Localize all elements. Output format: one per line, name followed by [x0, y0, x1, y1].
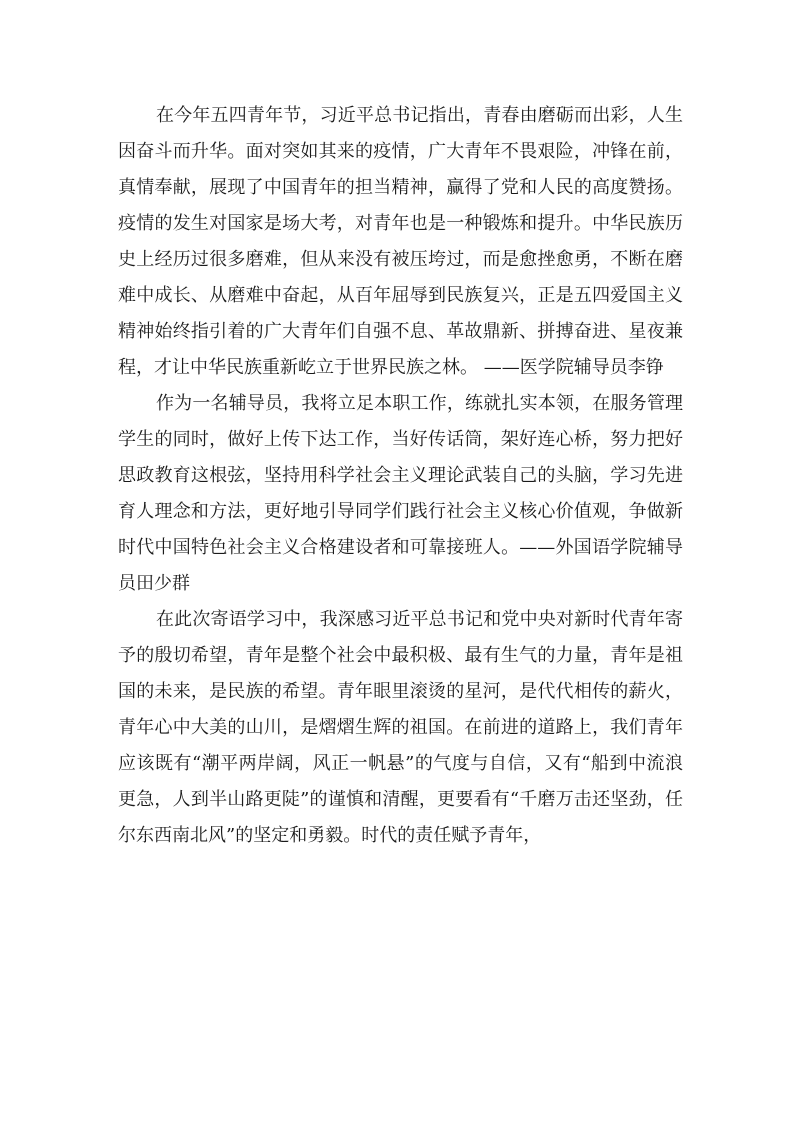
paragraph-1: 在今年五四青年节，习近平总书记指出，青春由磨砺而出彩，人生因奋斗而升华。面对突如其来的疫情，广大青年不畏艰险，冲锋在前，真情奉献，展现了中国青年的担当精神，赢得了党和人民的高度赞扬。疫情的发生对国家是场大考，对青年也是一种锻炼和提升。中华民族历史上经历过很多磨难，但从来没有被压垮过，而是愈挫愈勇，不断在磨难中成长、从磨难中奋起，从百年屈辱到民族复兴，正是五四爱国主义精神始终指引着的广大青年们自强不息、革故鼎新、拼搏奋进、星夜兼程，才让中华民族重新屹立于世界民族之林。 ——医学院辅导员李铮 [118, 105, 683, 378]
document-body [118, 98, 683, 854]
paragraph-2: 作为一名辅导员，我将立足本职工作，练就扎实本领，在服务管理学生的同时，做好上传下达工作，当好传话筒，架好连心桥，努力把好思政教育这根弦，坚持用科学社会主义理论武装自己的头脑，学习先进育人理念和方法，更好地引导同学们践行社会主义核心价值观，争做新时代中国特色社会主义合格建设者和可靠接班人。——外国语学院辅导员田少群 [118, 393, 683, 594]
paragraph-3: 在此次寄语学习中，我深感习近平总书记和党中央对新时代青年寄予的殷切希望，青年是整个社会中最积极、最有生气的力量，青年是祖国的未来，是民族的希望。青年眼里滚烫的星河，是代代相传的薪火，青年心中大美的山川，是熠熠生辉的祖国。在前进的道路上，我们青年应该既有“潮平两岸阔，风正一帆悬”的气度与自信，又有“船到中流浪更急，人到半山路更陡”的谨慎和清醒，更要看有“千磨万击还坚劲，任尔东西南北风”的坚定和勇毅。时代的责任赋予青年， [118, 609, 683, 846]
